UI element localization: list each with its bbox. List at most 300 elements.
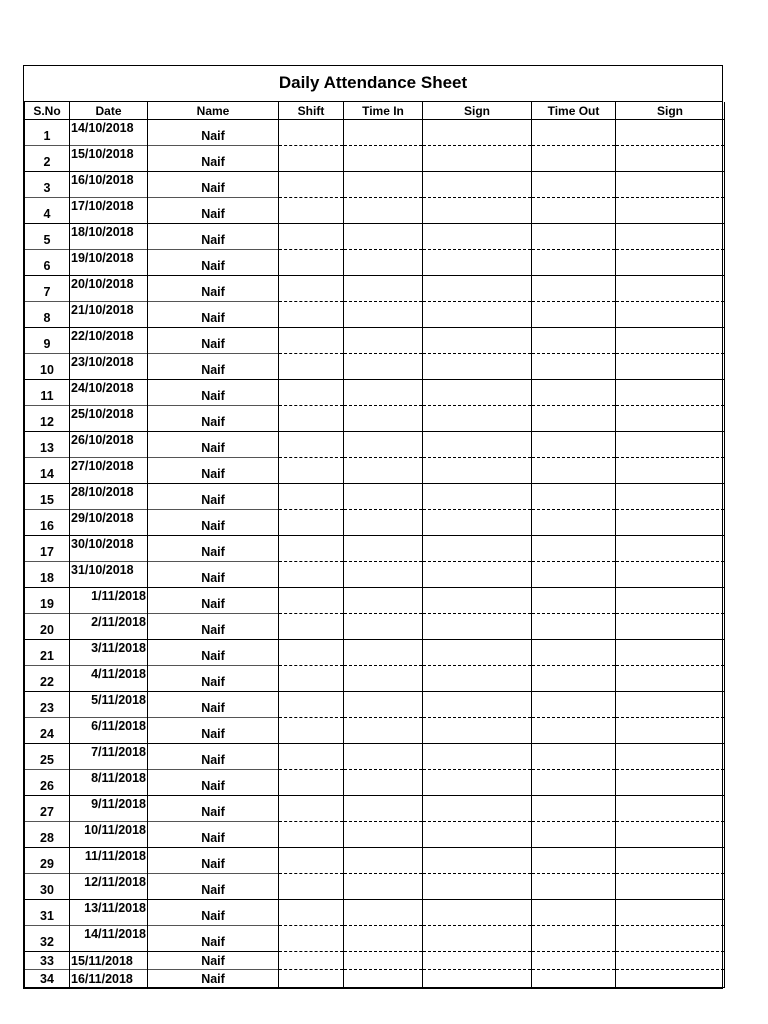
time-in-cell[interactable] [344, 822, 423, 848]
sign-out-cell[interactable] [616, 718, 725, 744]
shift-cell[interactable] [279, 328, 344, 354]
shift-cell[interactable] [279, 484, 344, 510]
time-out-cell[interactable] [532, 640, 616, 666]
sign-in-cell[interactable] [423, 822, 532, 848]
time-out-cell[interactable] [532, 276, 616, 302]
table-row [25, 198, 725, 224]
sign-out-cell[interactable] [616, 874, 725, 900]
time-out-cell[interactable] [532, 926, 616, 952]
table-row [25, 874, 725, 900]
time-out-cell[interactable] [532, 224, 616, 250]
sign-out-cell[interactable] [616, 770, 725, 796]
time-out-cell[interactable] [532, 666, 616, 692]
table-row [25, 970, 725, 988]
shift-cell[interactable] [279, 510, 344, 536]
row-name: Naif [148, 198, 279, 224]
time-in-cell[interactable] [344, 172, 423, 198]
time-in-cell[interactable] [344, 848, 423, 874]
sign-in-cell[interactable] [423, 484, 532, 510]
shift-cell[interactable] [279, 432, 344, 458]
time-out-cell[interactable] [532, 328, 616, 354]
row-number: 10 [25, 354, 70, 380]
sign-out-cell[interactable] [616, 666, 725, 692]
row-name: Naif [148, 328, 279, 354]
time-out-cell[interactable] [532, 614, 616, 640]
time-out-cell[interactable] [532, 744, 616, 770]
sign-in-cell[interactable] [423, 744, 532, 770]
column-header-sign-in: Sign [423, 102, 532, 120]
time-out-cell[interactable] [532, 796, 616, 822]
table-row [25, 406, 725, 432]
time-in-cell[interactable] [344, 588, 423, 614]
shift-cell[interactable] [279, 406, 344, 432]
shift-cell[interactable] [279, 970, 344, 988]
shift-cell[interactable] [279, 874, 344, 900]
shift-cell[interactable] [279, 276, 344, 302]
sign-in-cell[interactable] [423, 146, 532, 172]
sign-out-cell[interactable] [616, 970, 725, 988]
shift-cell[interactable] [279, 770, 344, 796]
time-in-cell[interactable] [344, 432, 423, 458]
time-out-cell[interactable] [532, 692, 616, 718]
row-date: 15/10/2018 [70, 146, 148, 172]
row-number: 6 [25, 250, 70, 276]
shift-cell[interactable] [279, 302, 344, 328]
row-number: 7 [25, 276, 70, 302]
sign-out-cell[interactable] [616, 848, 725, 874]
row-date: 21/10/2018 [70, 302, 148, 328]
time-in-cell[interactable] [344, 744, 423, 770]
row-number: 19 [25, 588, 70, 614]
sign-in-cell[interactable] [423, 172, 532, 198]
table-row [25, 848, 725, 874]
row-name: Naif [148, 536, 279, 562]
sign-in-cell[interactable] [423, 120, 532, 146]
table-row [25, 640, 725, 666]
shift-cell[interactable] [279, 562, 344, 588]
row-name: Naif [148, 666, 279, 692]
sign-out-cell[interactable] [616, 796, 725, 822]
time-in-cell[interactable] [344, 926, 423, 952]
shift-cell[interactable] [279, 224, 344, 250]
time-out-cell[interactable] [532, 848, 616, 874]
row-number: 1 [25, 120, 70, 146]
sign-in-cell[interactable] [423, 458, 532, 484]
row-number: 11 [25, 380, 70, 406]
row-number: 32 [25, 926, 70, 952]
row-number: 27 [25, 796, 70, 822]
sign-out-cell[interactable] [616, 900, 725, 926]
row-name: Naif [148, 458, 279, 484]
time-out-cell[interactable] [532, 302, 616, 328]
time-in-cell[interactable] [344, 302, 423, 328]
row-date: 17/10/2018 [70, 198, 148, 224]
sign-in-cell[interactable] [423, 770, 532, 796]
row-date: 12/11/2018 [70, 874, 148, 900]
row-name: Naif [148, 302, 279, 328]
time-out-cell[interactable] [532, 718, 616, 744]
sign-out-cell[interactable] [616, 822, 725, 848]
sign-out-cell[interactable] [616, 562, 725, 588]
shift-cell[interactable] [279, 640, 344, 666]
table-row [25, 952, 725, 970]
row-name: Naif [148, 614, 279, 640]
row-name: Naif [148, 510, 279, 536]
time-out-cell[interactable] [532, 432, 616, 458]
time-in-cell[interactable] [344, 276, 423, 302]
sign-in-cell[interactable] [423, 692, 532, 718]
shift-cell[interactable] [279, 796, 344, 822]
time-in-cell[interactable] [344, 874, 423, 900]
sign-in-cell[interactable] [423, 354, 532, 380]
table-row [25, 250, 725, 276]
row-name: Naif [148, 970, 279, 988]
column-header-shift: Shift [279, 102, 344, 120]
shift-cell[interactable] [279, 458, 344, 484]
time-out-cell[interactable] [532, 146, 616, 172]
time-out-cell[interactable] [532, 172, 616, 198]
sign-out-cell[interactable] [616, 406, 725, 432]
row-date: 10/11/2018 [70, 822, 148, 848]
table-row [25, 614, 725, 640]
sign-out-cell[interactable] [616, 432, 725, 458]
shift-cell[interactable] [279, 198, 344, 224]
time-in-cell[interactable] [344, 970, 423, 988]
row-number: 15 [25, 484, 70, 510]
sign-in-cell[interactable] [423, 588, 532, 614]
sign-in-cell[interactable] [423, 536, 532, 562]
sheet-title: Daily Attendance Sheet [24, 66, 722, 102]
sign-in-cell[interactable] [423, 432, 532, 458]
shift-cell[interactable] [279, 848, 344, 874]
time-out-cell[interactable] [532, 120, 616, 146]
sign-out-cell[interactable] [616, 328, 725, 354]
row-number: 29 [25, 848, 70, 874]
row-name: Naif [148, 484, 279, 510]
row-date: 28/10/2018 [70, 484, 148, 510]
row-number: 23 [25, 692, 70, 718]
sign-out-cell[interactable] [616, 692, 725, 718]
time-out-cell[interactable] [532, 874, 616, 900]
sign-in-cell[interactable] [423, 614, 532, 640]
row-name: Naif [148, 120, 279, 146]
row-name: Naif [148, 276, 279, 302]
time-out-cell[interactable] [532, 354, 616, 380]
sign-out-cell[interactable] [616, 380, 725, 406]
table-row [25, 770, 725, 796]
sign-out-cell[interactable] [616, 120, 725, 146]
time-out-cell[interactable] [532, 536, 616, 562]
shift-cell[interactable] [279, 146, 344, 172]
row-date: 27/10/2018 [70, 458, 148, 484]
sign-out-cell[interactable] [616, 250, 725, 276]
row-name: Naif [148, 744, 279, 770]
table-row [25, 146, 725, 172]
sign-out-cell[interactable] [616, 224, 725, 250]
time-out-cell[interactable] [532, 562, 616, 588]
row-number: 4 [25, 198, 70, 224]
sign-in-cell[interactable] [423, 874, 532, 900]
sign-out-cell[interactable] [616, 458, 725, 484]
time-in-cell[interactable] [344, 952, 423, 970]
row-number: 17 [25, 536, 70, 562]
sign-in-cell[interactable] [423, 198, 532, 224]
column-header-sno: S.No [25, 102, 70, 120]
column-header-time-in: Time In [344, 102, 423, 120]
row-date: 16/10/2018 [70, 172, 148, 198]
row-name: Naif [148, 952, 279, 970]
sign-in-cell[interactable] [423, 276, 532, 302]
row-date: 8/11/2018 [70, 770, 148, 796]
row-name: Naif [148, 640, 279, 666]
row-date: 16/11/2018 [70, 970, 148, 988]
time-out-cell[interactable] [532, 406, 616, 432]
time-in-cell[interactable] [344, 796, 423, 822]
row-date: 23/10/2018 [70, 354, 148, 380]
time-in-cell[interactable] [344, 666, 423, 692]
time-in-cell[interactable] [344, 354, 423, 380]
time-out-cell[interactable] [532, 588, 616, 614]
sign-out-cell[interactable] [616, 744, 725, 770]
row-name: Naif [148, 562, 279, 588]
time-out-cell[interactable] [532, 900, 616, 926]
row-number: 24 [25, 718, 70, 744]
sign-out-cell[interactable] [616, 484, 725, 510]
time-out-cell[interactable] [532, 484, 616, 510]
table-row [25, 692, 725, 718]
column-header-date: Date [70, 102, 148, 120]
row-number: 13 [25, 432, 70, 458]
row-date: 14/10/2018 [70, 120, 148, 146]
row-number: 21 [25, 640, 70, 666]
row-number: 8 [25, 302, 70, 328]
time-in-cell[interactable] [344, 380, 423, 406]
row-date: 13/11/2018 [70, 900, 148, 926]
time-in-cell[interactable] [344, 484, 423, 510]
sign-out-cell[interactable] [616, 536, 725, 562]
time-in-cell[interactable] [344, 770, 423, 796]
row-number: 14 [25, 458, 70, 484]
table-row [25, 822, 725, 848]
row-name: Naif [148, 432, 279, 458]
shift-cell[interactable] [279, 536, 344, 562]
row-number: 12 [25, 406, 70, 432]
sign-in-cell[interactable] [423, 510, 532, 536]
sign-in-cell[interactable] [423, 406, 532, 432]
sign-out-cell[interactable] [616, 588, 725, 614]
row-number: 25 [25, 744, 70, 770]
time-in-cell[interactable] [344, 640, 423, 666]
sign-out-cell[interactable] [616, 302, 725, 328]
table-row [25, 796, 725, 822]
sign-out-cell[interactable] [616, 640, 725, 666]
shift-cell[interactable] [279, 822, 344, 848]
shift-cell[interactable] [279, 614, 344, 640]
row-name: Naif [148, 900, 279, 926]
row-name: Naif [148, 770, 279, 796]
sign-in-cell[interactable] [423, 952, 532, 970]
sign-out-cell[interactable] [616, 146, 725, 172]
time-in-cell[interactable] [344, 224, 423, 250]
row-date: 26/10/2018 [70, 432, 148, 458]
row-date: 15/11/2018 [70, 952, 148, 970]
row-date: 14/11/2018 [70, 926, 148, 952]
row-name: Naif [148, 588, 279, 614]
sign-in-cell[interactable] [423, 380, 532, 406]
time-out-cell[interactable] [532, 970, 616, 988]
time-out-cell[interactable] [532, 510, 616, 536]
row-date: 20/10/2018 [70, 276, 148, 302]
sign-in-cell[interactable] [423, 796, 532, 822]
row-number: 2 [25, 146, 70, 172]
row-name: Naif [148, 380, 279, 406]
shift-cell[interactable] [279, 952, 344, 970]
row-number: 3 [25, 172, 70, 198]
row-name: Naif [148, 406, 279, 432]
sign-in-cell[interactable] [423, 302, 532, 328]
sign-in-cell[interactable] [423, 250, 532, 276]
shift-cell[interactable] [279, 120, 344, 146]
table-row [25, 302, 725, 328]
row-date: 9/11/2018 [70, 796, 148, 822]
shift-cell[interactable] [279, 666, 344, 692]
row-name: Naif [148, 250, 279, 276]
row-number: 33 [25, 952, 70, 970]
table-row [25, 666, 725, 692]
row-number: 28 [25, 822, 70, 848]
sign-in-cell[interactable] [423, 562, 532, 588]
time-out-cell[interactable] [532, 458, 616, 484]
row-number: 20 [25, 614, 70, 640]
sign-in-cell[interactable] [423, 900, 532, 926]
row-date: 18/10/2018 [70, 224, 148, 250]
sign-in-cell[interactable] [423, 926, 532, 952]
row-number: 16 [25, 510, 70, 536]
time-out-cell[interactable] [532, 770, 616, 796]
table-row [25, 588, 725, 614]
shift-cell[interactable] [279, 588, 344, 614]
shift-cell[interactable] [279, 926, 344, 952]
time-out-cell[interactable] [532, 822, 616, 848]
row-date: 2/11/2018 [70, 614, 148, 640]
row-number: 5 [25, 224, 70, 250]
sign-out-cell[interactable] [616, 354, 725, 380]
sign-in-cell[interactable] [423, 328, 532, 354]
table-row [25, 718, 725, 744]
table-row [25, 510, 725, 536]
time-in-cell[interactable] [344, 328, 423, 354]
row-date: 30/10/2018 [70, 536, 148, 562]
time-out-cell[interactable] [532, 952, 616, 970]
table-row [25, 328, 725, 354]
row-name: Naif [148, 796, 279, 822]
row-name: Naif [148, 718, 279, 744]
attendance-table [24, 102, 725, 988]
row-date: 6/11/2018 [70, 718, 148, 744]
row-date: 19/10/2018 [70, 250, 148, 276]
row-number: 34 [25, 970, 70, 988]
row-name: Naif [148, 926, 279, 952]
shift-cell[interactable] [279, 692, 344, 718]
time-in-cell[interactable] [344, 458, 423, 484]
table-row [25, 900, 725, 926]
time-in-cell[interactable] [344, 536, 423, 562]
shift-cell[interactable] [279, 354, 344, 380]
table-row [25, 562, 725, 588]
sign-out-cell[interactable] [616, 952, 725, 970]
shift-cell[interactable] [279, 744, 344, 770]
table-row [25, 380, 725, 406]
header-row [25, 102, 725, 120]
time-in-cell[interactable] [344, 406, 423, 432]
sign-out-cell[interactable] [616, 614, 725, 640]
row-date: 11/11/2018 [70, 848, 148, 874]
time-out-cell[interactable] [532, 198, 616, 224]
row-name: Naif [148, 172, 279, 198]
row-name: Naif [148, 822, 279, 848]
time-in-cell[interactable] [344, 250, 423, 276]
sign-in-cell[interactable] [423, 970, 532, 988]
row-name: Naif [148, 354, 279, 380]
row-name: Naif [148, 692, 279, 718]
time-in-cell[interactable] [344, 692, 423, 718]
time-in-cell[interactable] [344, 718, 423, 744]
table-row [25, 354, 725, 380]
sign-in-cell[interactable] [423, 666, 532, 692]
time-out-cell[interactable] [532, 250, 616, 276]
shift-cell[interactable] [279, 380, 344, 406]
column-header-name: Name [148, 102, 279, 120]
table-row [25, 458, 725, 484]
shift-cell[interactable] [279, 250, 344, 276]
column-header-time-out: Time Out [532, 102, 616, 120]
time-in-cell[interactable] [344, 120, 423, 146]
row-name: Naif [148, 874, 279, 900]
sign-out-cell[interactable] [616, 198, 725, 224]
sign-out-cell[interactable] [616, 276, 725, 302]
row-date: 7/11/2018 [70, 744, 148, 770]
row-date: 5/11/2018 [70, 692, 148, 718]
row-name: Naif [148, 848, 279, 874]
sign-in-cell[interactable] [423, 848, 532, 874]
time-in-cell[interactable] [344, 900, 423, 926]
time-in-cell[interactable] [344, 614, 423, 640]
sign-out-cell[interactable] [616, 172, 725, 198]
shift-cell[interactable] [279, 900, 344, 926]
row-name: Naif [148, 224, 279, 250]
row-date: 22/10/2018 [70, 328, 148, 354]
time-out-cell[interactable] [532, 380, 616, 406]
sign-out-cell[interactable] [616, 510, 725, 536]
time-in-cell[interactable] [344, 562, 423, 588]
sign-in-cell[interactable] [423, 718, 532, 744]
row-date: 24/10/2018 [70, 380, 148, 406]
time-in-cell[interactable] [344, 510, 423, 536]
sign-out-cell[interactable] [616, 926, 725, 952]
row-number: 30 [25, 874, 70, 900]
shift-cell[interactable] [279, 718, 344, 744]
row-date: 25/10/2018 [70, 406, 148, 432]
row-date: 1/11/2018 [70, 588, 148, 614]
sign-in-cell[interactable] [423, 224, 532, 250]
table-row [25, 484, 725, 510]
shift-cell[interactable] [279, 172, 344, 198]
sign-in-cell[interactable] [423, 640, 532, 666]
time-in-cell[interactable] [344, 198, 423, 224]
row-number: 31 [25, 900, 70, 926]
table-row [25, 926, 725, 952]
time-in-cell[interactable] [344, 146, 423, 172]
